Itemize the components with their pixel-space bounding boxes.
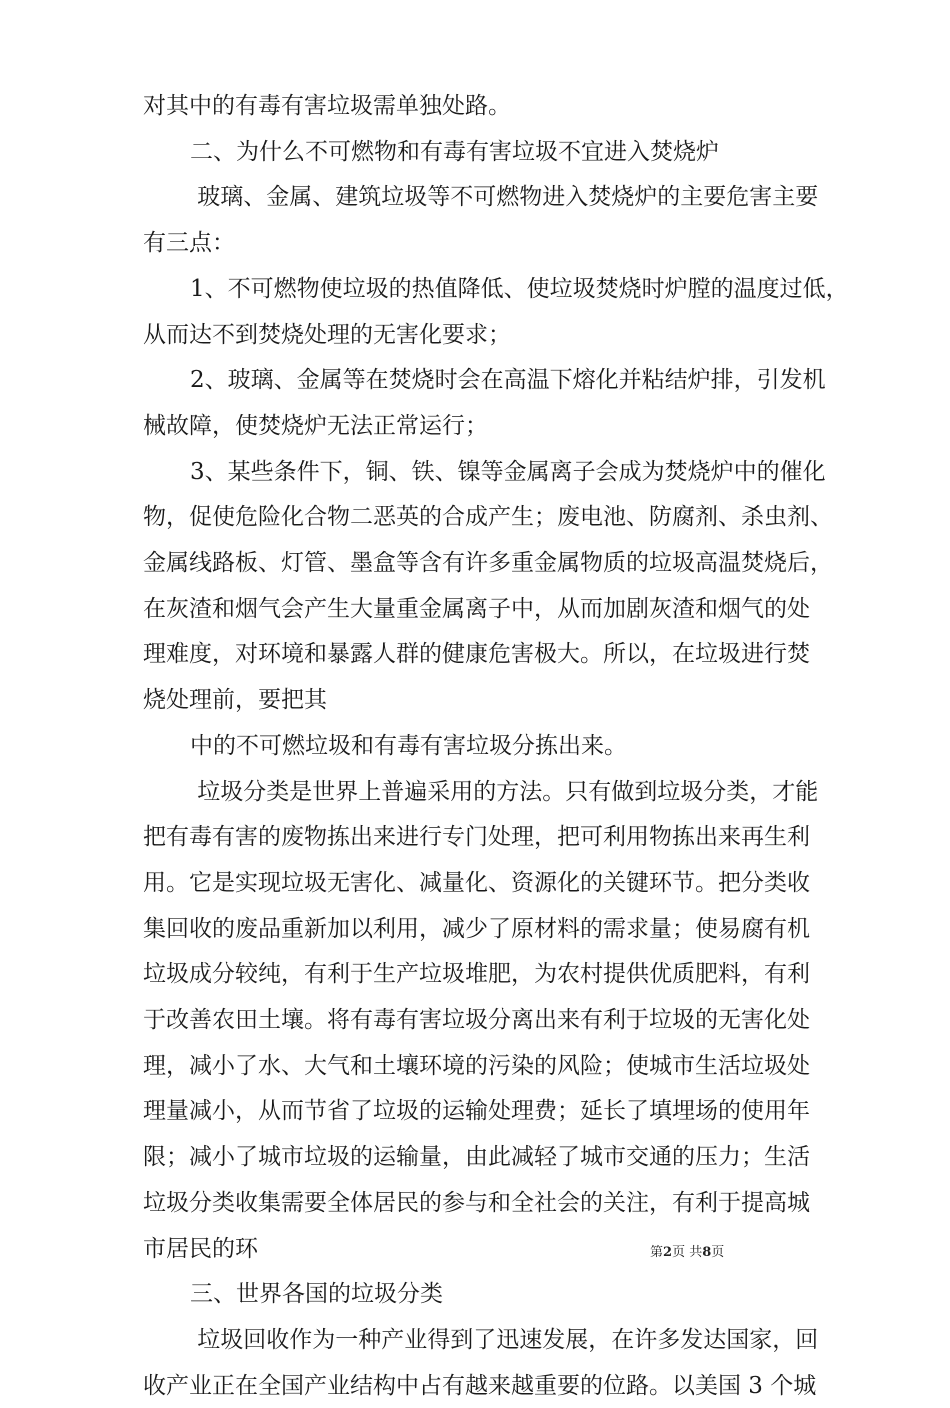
- text-line: 理难度，对环境和暴露人群的健康危害极大。所以，在垃圾进行焚: [143, 641, 810, 667]
- text-line: 烧处理前，要把其: [143, 687, 327, 713]
- text-line: 物，促使危险化合物二恶英的合成产生；废电池、防腐剂、杀虫剂、: [143, 504, 833, 530]
- text-line: 1、不可燃物使垃圾的热值降低、使垃圾焚烧时炉膛的温度过低，: [190, 276, 849, 302]
- text-line: 三、世界各国的垃圾分类: [190, 1281, 443, 1307]
- text-line: 2、玻璃、金属等在焚烧时会在高温下熔化并粘结炉排，引发机: [190, 367, 826, 393]
- text-line: 垃圾回收作为一种产业得到了迅速发展，在许多发达国家，回: [190, 1327, 819, 1353]
- current-page-number: 2: [663, 1245, 673, 1260]
- text-line: 于改善农田土壤。将有毒有害垃圾分离出来有利于垃圾的无害化处: [143, 1007, 810, 1033]
- text-line: 械故障，使焚烧炉无法正常运行；: [143, 413, 488, 439]
- text-line: 垃圾分类收集需要全体居民的参与和全社会的关注，有利于提高城: [143, 1190, 810, 1216]
- text-line: 有三点：: [143, 230, 235, 256]
- text-line: 从而达不到焚烧处理的无害化要求；: [143, 322, 511, 348]
- text-line: 理量减小，从而节省了垃圾的运输处理费；延长了填埋场的使用年: [143, 1098, 810, 1124]
- text-line: 二、为什么不可燃物和有毒有害垃圾不宜进入焚烧炉: [190, 139, 719, 165]
- footer-suffix: 页: [711, 1245, 725, 1260]
- text-line: 玻璃、金属、建筑垃圾等不可燃物进入焚烧炉的主要危害主要: [190, 184, 819, 210]
- text-line: 市居民的环: [143, 1236, 258, 1262]
- text-line: 集回收的废品重新加以利用，减少了原材料的需求量；使易腐有机: [143, 916, 810, 942]
- text-line: 收产业正在全国产业结构中占有越来越重要的位路。以美国 3 个城: [143, 1373, 817, 1399]
- text-line: 在灰渣和烟气会产生大量重金属离子中，从而加剧灰渣和烟气的处: [143, 596, 810, 622]
- total-pages-number: 8: [702, 1245, 712, 1260]
- text-line: 理，减小了水、大气和土壤环境的污染的风险；使城市生活垃圾处: [143, 1053, 810, 1079]
- text-line: 中的不可燃垃圾和有毒有害垃圾分拣出来。: [190, 733, 627, 759]
- text-line: 金属线路板、灯管、墨盒等含有许多重金属物质的垃圾高温焚烧后，: [143, 550, 833, 576]
- text-line: 垃圾成分较纯，有利于生产垃圾堆肥，为农村提供优质肥料，有利: [143, 961, 810, 987]
- text-line: 用。它是实现垃圾无害化、减量化、资源化的关键环节。把分类收: [143, 870, 810, 896]
- text-line: 垃圾分类是世界上普遍采用的方法。只有做到垃圾分类，才能: [190, 779, 819, 805]
- text-line: 把有毒有害的废物拣出来进行专门处理，把可利用物拣出来再生利: [143, 824, 810, 850]
- footer-middle: 页 共: [672, 1245, 703, 1260]
- page-footer: [650, 1243, 724, 1263]
- text-line: 对其中的有毒有害垃圾需单独处路。: [143, 93, 511, 119]
- text-line: 3、某些条件下，铜、铁、镍等金属离子会成为焚烧炉中的催化: [190, 459, 826, 485]
- text-line: 限；减小了城市垃圾的运输量，由此减轻了城市交通的压力；生活: [143, 1144, 810, 1170]
- footer-prefix: 第: [650, 1245, 664, 1260]
